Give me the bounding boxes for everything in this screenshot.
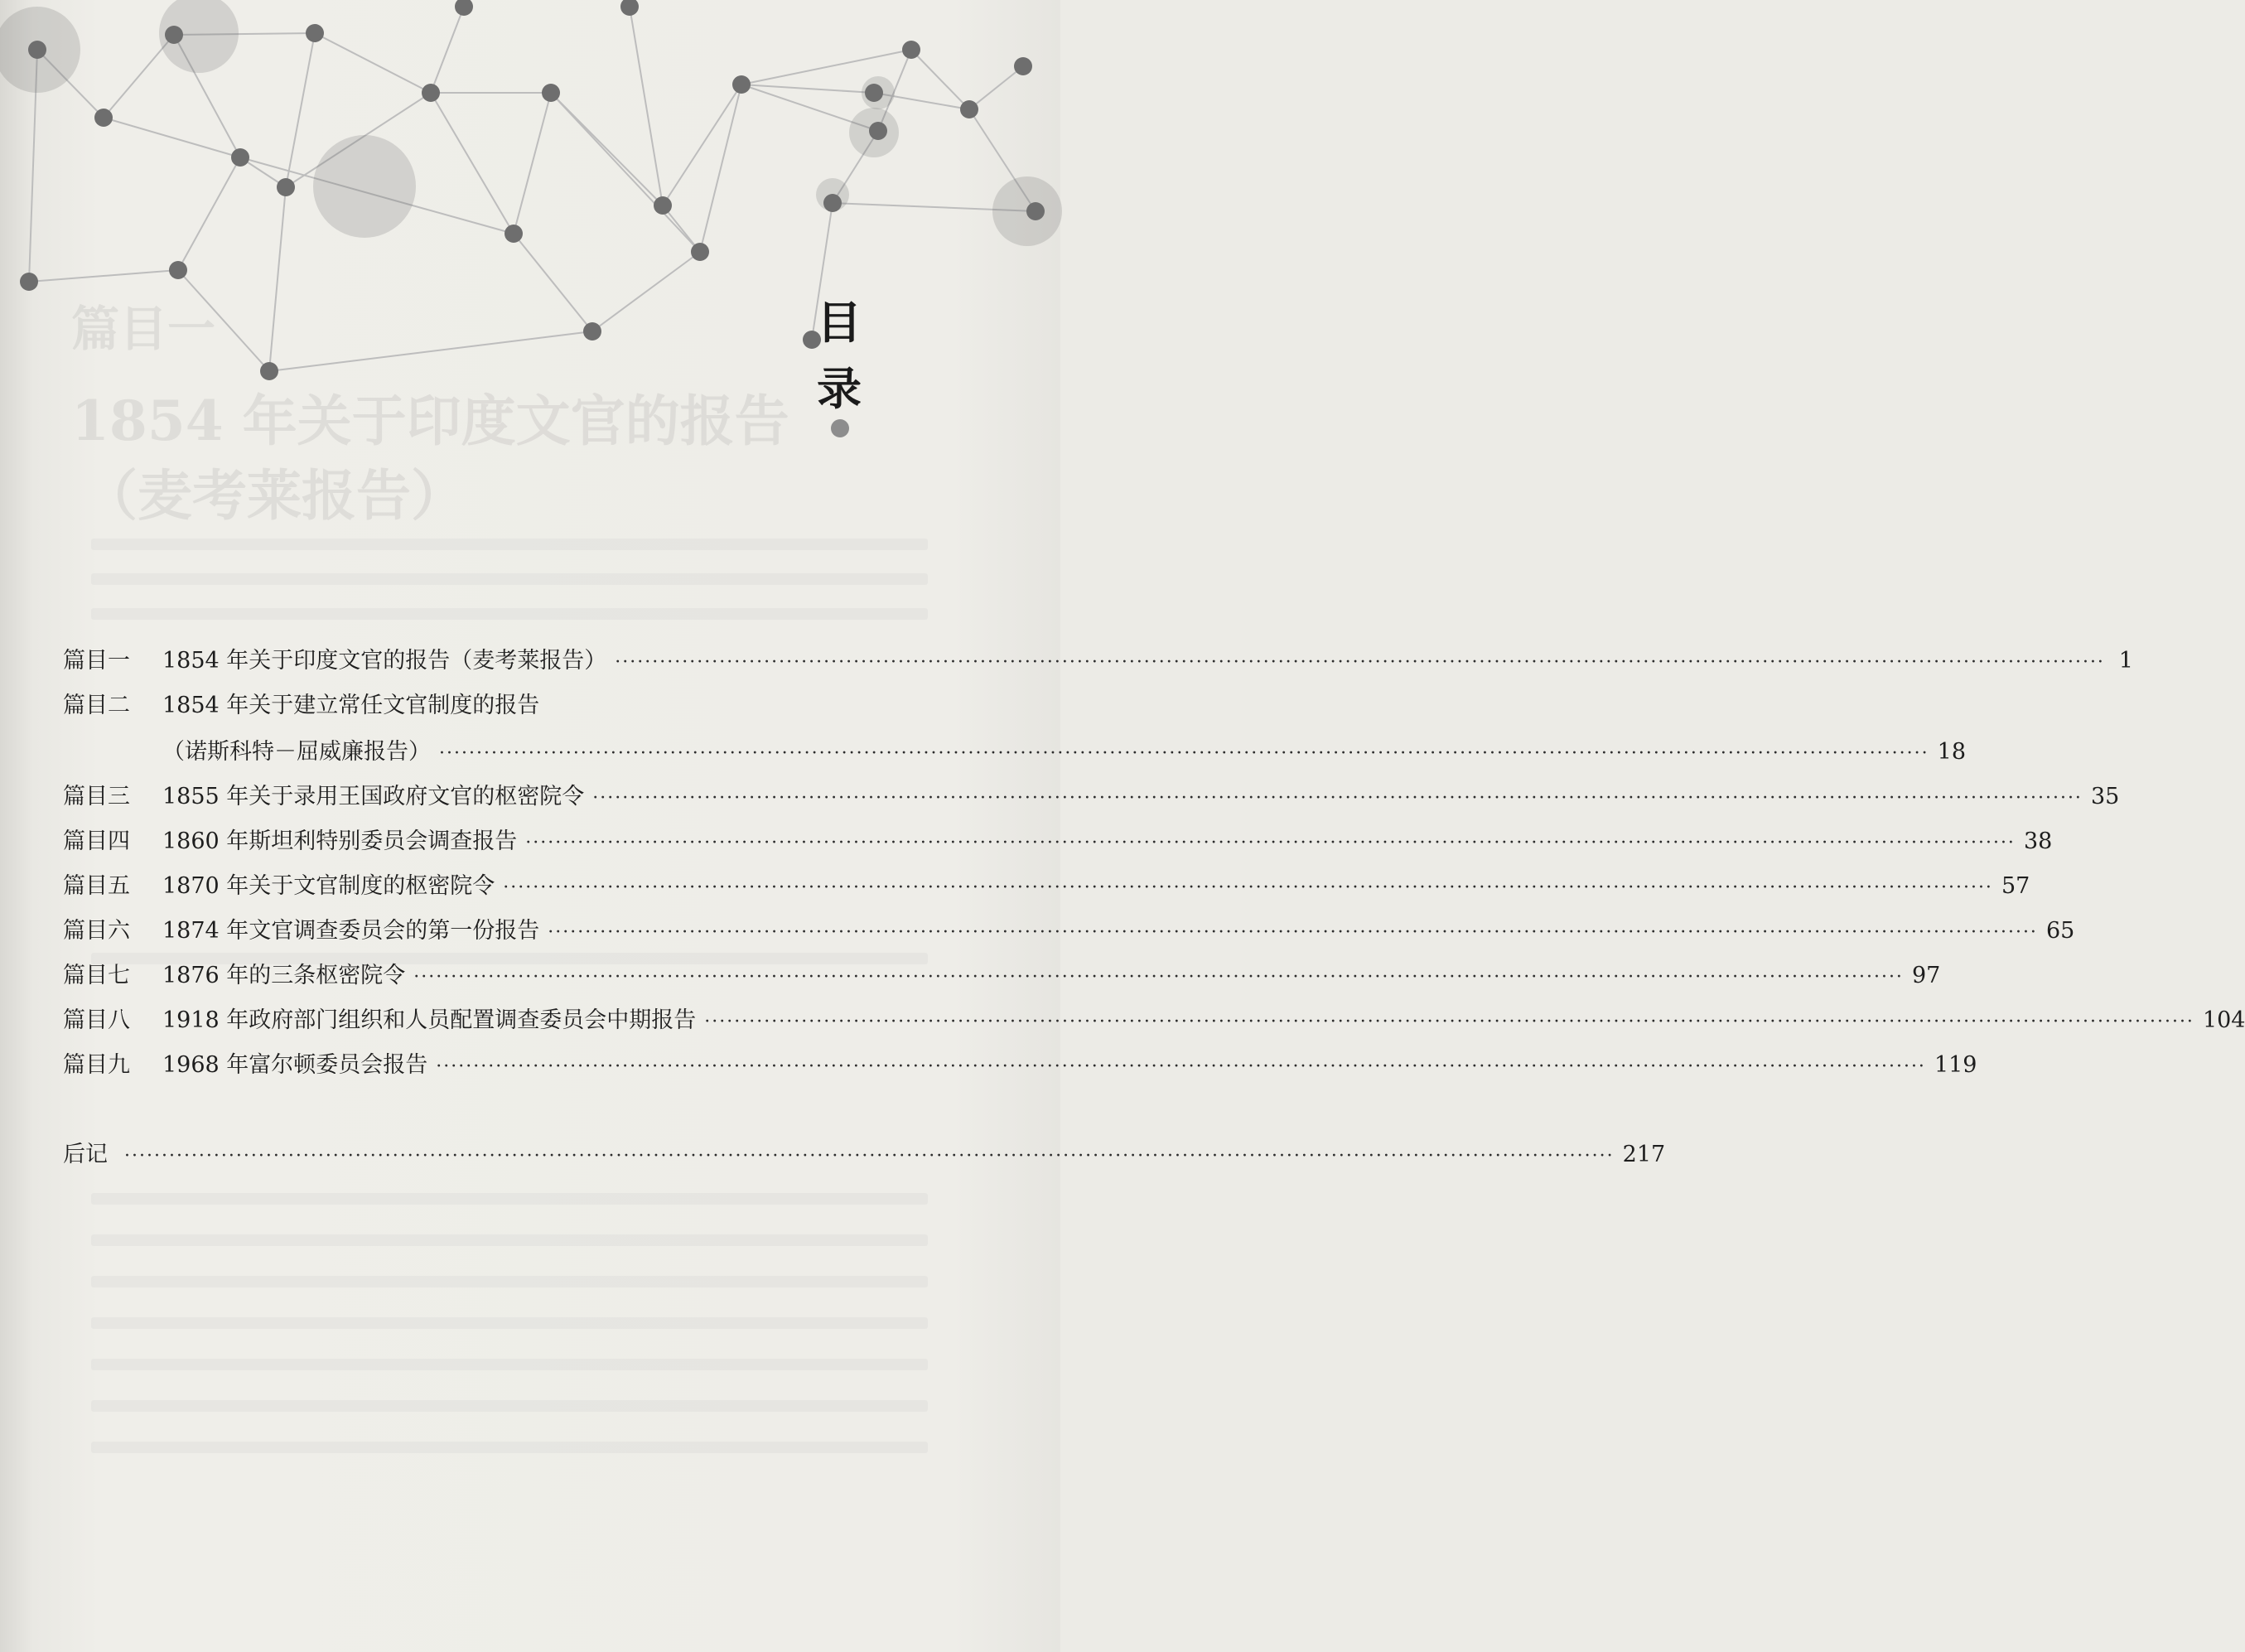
heading-dot — [831, 419, 849, 437]
bleed-through-line — [91, 1400, 928, 1412]
bleed-through-label: 篇目一 — [71, 301, 216, 357]
dot-leader: ········································································································································································································ — [615, 652, 2105, 673]
toc-entry-label: 后记 — [63, 1142, 108, 1167]
toc-page-number: 217 — [1622, 1142, 1666, 1167]
network-node — [94, 109, 113, 127]
network-edge — [514, 93, 551, 234]
bleed-through-line — [91, 1234, 928, 1246]
bleed-through-line — [91, 1317, 928, 1329]
network-edge — [29, 270, 178, 282]
network-node — [960, 100, 978, 118]
network-edge — [700, 85, 741, 252]
network-edge — [969, 66, 1023, 109]
toc-entry[interactable] — [63, 961, 1941, 993]
network-node — [28, 41, 46, 59]
network-edge — [514, 234, 592, 331]
bleed-through-line — [91, 1193, 928, 1205]
network-node — [732, 75, 751, 94]
network-edge — [630, 7, 663, 205]
network-node — [169, 261, 187, 279]
toc-entry[interactable] — [63, 916, 2075, 948]
toc-heading-char: 录 — [817, 363, 862, 415]
toc-heading — [810, 290, 868, 423]
network-edge — [178, 157, 240, 270]
network-node — [20, 273, 38, 291]
bleed-through-line — [91, 608, 928, 620]
toc-entry-label: 篇目七 — [63, 963, 130, 988]
toc-heading-char: 目 — [817, 297, 862, 349]
bleed-through-subtitle: （麦考莱报告） — [83, 463, 466, 528]
network-edge — [286, 33, 315, 187]
toc-page-number: 57 — [2001, 873, 2030, 899]
toc-entry-afterword[interactable] — [63, 1140, 1666, 1171]
toc-entry-label: 篇目五 — [63, 873, 130, 899]
toc-entry-title: 1854 年关于印度文官的报告（麦考莱报告） — [162, 648, 607, 674]
bleed-through-title: 1854 年关于印度文官的报告 — [71, 389, 789, 453]
network-node — [1026, 202, 1045, 220]
toc-entry-title: 1874 年文官调查委员会的第一份报告 — [162, 918, 540, 944]
network-node — [620, 0, 639, 16]
dot-leader: ········································································································································································································ — [548, 922, 2038, 943]
toc-entry-title: 1968 年富尔顿委员会报告 — [162, 1052, 428, 1078]
toc-entry-label: 篇目四 — [63, 828, 130, 854]
dot-leader: ········································································································································································································ — [503, 877, 1993, 898]
dot-leader: ········································································································································································································ — [436, 1056, 1926, 1077]
toc-page-number: 38 — [2023, 828, 2053, 854]
toc-entry-label: 篇目二 — [63, 693, 130, 718]
toc-entry-label: 篇目六 — [63, 918, 130, 944]
toc-entry[interactable] — [63, 827, 2053, 858]
network-node — [455, 0, 473, 16]
toc-entry-label: 篇目三 — [63, 784, 130, 809]
toc-entry-title: （诺斯科特－屈威廉报告） — [162, 739, 431, 765]
network-node — [865, 84, 883, 102]
network-decoration — [0, 0, 1060, 431]
toc-entry[interactable] — [63, 872, 2030, 903]
bleed-through-line — [91, 573, 928, 585]
network-node — [902, 41, 920, 59]
dot-leader: ········································································································································································································ — [592, 788, 2083, 809]
toc-entry-title: 1854 年关于建立常任文官制度的报告 — [162, 693, 540, 718]
network-edge — [663, 85, 741, 205]
toc-page-number: 97 — [1911, 963, 1941, 988]
dot-leader: ········································································································································································································ — [413, 967, 1904, 988]
toc-page-number: 119 — [1934, 1052, 1977, 1078]
toc-entry-label: 篇目九 — [63, 1052, 130, 1078]
toc-entry[interactable] — [63, 737, 1966, 769]
toc-entry[interactable] — [63, 691, 916, 721]
dot-leader: ········································································································································································································ — [525, 833, 2016, 853]
network-edge — [178, 270, 269, 371]
bleed-through-line — [91, 539, 928, 550]
network-node — [823, 194, 842, 212]
toc-entry-title: 1870 年关于文官制度的枢密院令 — [162, 873, 495, 899]
toc-entry[interactable] — [63, 1006, 2245, 1037]
network-edge — [269, 331, 592, 371]
network-edge — [551, 93, 700, 252]
network-edge — [315, 33, 431, 93]
network-node — [422, 84, 440, 102]
bleed-through-line — [91, 1442, 928, 1453]
toc-page-number: 1 — [2118, 648, 2133, 674]
toc-page-number: 104 — [2202, 1007, 2245, 1033]
network-edge — [431, 7, 464, 93]
network-node — [1014, 57, 1032, 75]
network-node — [654, 196, 672, 215]
network-node — [869, 122, 887, 140]
toc-entry[interactable] — [63, 782, 2120, 814]
network-node — [277, 178, 295, 196]
network-edge — [592, 252, 700, 331]
network-edge — [269, 187, 286, 371]
toc-entry-label: 篇目八 — [63, 1007, 130, 1033]
toc-entry[interactable] — [63, 646, 2133, 678]
toc-entry-title: 1876 年的三条枢密院令 — [162, 963, 406, 988]
network-node — [583, 322, 601, 341]
dot-leader: ········································································································································································································ — [124, 1146, 1615, 1167]
toc-entry-title: 1855 年关于录用王国政府文官的枢密院令 — [162, 784, 585, 809]
toc-page-number: 65 — [2045, 918, 2075, 944]
toc-entry-label: 篇目一 — [63, 648, 130, 674]
bleed-through-line — [91, 1359, 928, 1370]
toc-entry-title: 1918 年政府部门组织和人员配置调查委员会中期报告 — [162, 1007, 697, 1033]
toc-page-number: 18 — [1937, 739, 1966, 765]
network-node — [165, 26, 183, 44]
network-halo — [313, 135, 416, 238]
network-node — [691, 243, 709, 261]
dot-leader: ········································································································································································································ — [704, 1012, 2194, 1032]
network-node — [505, 225, 523, 243]
toc-entry-title: 1860 年斯坦利特别委员会调查报告 — [162, 828, 518, 854]
network-node — [260, 362, 278, 380]
network-node — [542, 84, 560, 102]
network-node — [231, 148, 249, 167]
network-edge — [431, 93, 514, 234]
network-edge — [104, 118, 240, 157]
toc-entry[interactable] — [63, 1051, 1977, 1082]
bleed-through-line — [91, 1276, 928, 1287]
toc-page-number: 35 — [2090, 784, 2120, 809]
network-node — [306, 24, 324, 42]
dot-leader: ········································································································································································································ — [439, 743, 1929, 764]
